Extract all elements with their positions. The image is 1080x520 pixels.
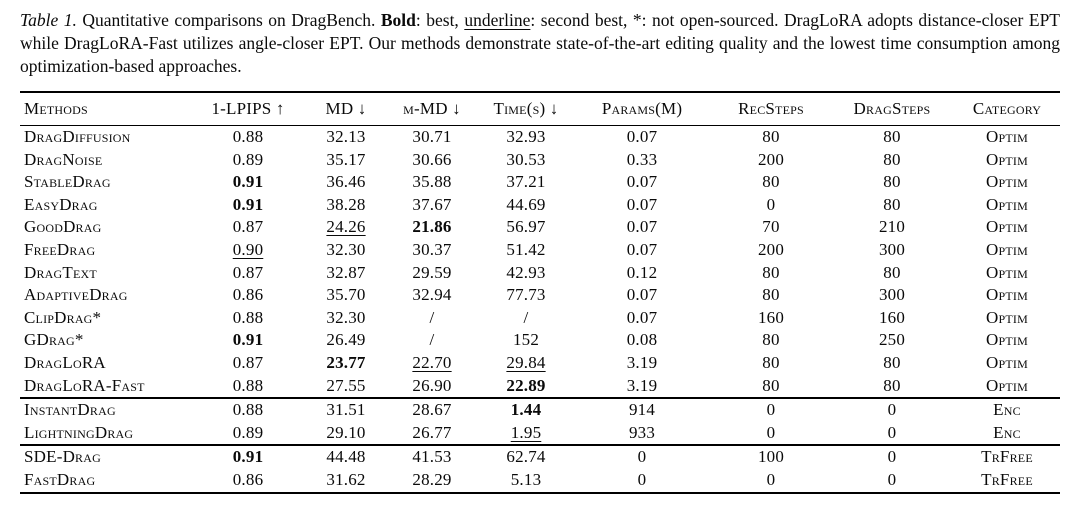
table-row bbox=[20, 375, 1060, 399]
table-row bbox=[20, 284, 1060, 307]
value-cell: 32.30 bbox=[326, 307, 366, 327]
value-cell: 80 bbox=[883, 194, 901, 214]
value-cell: 152 bbox=[512, 330, 540, 350]
value-cell: 36.46 bbox=[326, 172, 366, 192]
value-cell: 0.07 bbox=[626, 307, 658, 327]
table-row bbox=[20, 216, 1060, 239]
value-cell: 0.12 bbox=[626, 262, 658, 282]
value-cell: 32.13 bbox=[326, 127, 366, 146]
value-cell: 0 bbox=[766, 469, 776, 489]
value-cell: 0 bbox=[766, 400, 776, 420]
table-row bbox=[20, 126, 1060, 149]
value-cell: 0 bbox=[887, 400, 897, 420]
table-row bbox=[20, 352, 1060, 375]
method-name-cell: AdaptiveDrag bbox=[24, 285, 128, 305]
value-cell: Optim bbox=[986, 307, 1028, 327]
value-cell: 0.08 bbox=[626, 330, 658, 350]
table-row bbox=[20, 422, 1060, 446]
column-header: MD ↓ bbox=[325, 99, 367, 118]
value-cell: 0.07 bbox=[626, 172, 658, 192]
value-cell: 0 bbox=[887, 469, 897, 489]
value-cell: 210 bbox=[878, 217, 906, 237]
value-cell: 0.07 bbox=[626, 285, 658, 305]
value-cell: 200 bbox=[757, 149, 785, 169]
value-cell: Optim bbox=[986, 239, 1028, 259]
value-cell: 30.37 bbox=[412, 239, 452, 259]
method-name-cell: GoodDrag bbox=[24, 217, 102, 237]
value-cell: 30.66 bbox=[412, 149, 452, 169]
value-cell: 37.21 bbox=[506, 172, 546, 192]
value-cell: 42.93 bbox=[506, 262, 546, 282]
value-cell: 0 bbox=[766, 422, 776, 442]
column-header: 1-LPIPS ↑ bbox=[211, 99, 285, 118]
value-cell: 0.89 bbox=[232, 149, 264, 169]
value-cell: 933 bbox=[628, 422, 656, 442]
caption-segment: : best, bbox=[415, 10, 465, 30]
method-name-cell: DragLoRA bbox=[24, 352, 106, 372]
value-cell: 0 bbox=[887, 422, 897, 442]
column-header: m-MD ↓ bbox=[403, 99, 461, 118]
value-cell: 31.62 bbox=[326, 469, 366, 489]
value-cell: 0 bbox=[887, 447, 897, 467]
value-cell: 100 bbox=[757, 447, 785, 467]
column-header: RecSteps bbox=[738, 99, 804, 118]
value-cell: 30.71 bbox=[412, 127, 452, 146]
results-table bbox=[20, 91, 1060, 494]
value-cell: Optim bbox=[986, 217, 1028, 237]
value-cell: 29.59 bbox=[412, 262, 452, 282]
value-cell: 3.19 bbox=[626, 375, 658, 395]
row-group bbox=[20, 126, 1060, 399]
value-cell: 80 bbox=[883, 149, 901, 169]
value-cell: 1.44 bbox=[510, 400, 542, 420]
value-cell: 38.28 bbox=[326, 194, 366, 214]
caption-segment: Quantitative comparisons on DragBench. bbox=[76, 10, 381, 30]
column-header: Time(s) ↓ bbox=[493, 99, 559, 118]
column-header: Methods bbox=[24, 99, 88, 118]
value-cell: / bbox=[429, 330, 435, 350]
value-cell: Optim bbox=[986, 330, 1028, 350]
value-cell: TrFree bbox=[981, 469, 1033, 489]
column-header: Params(M) bbox=[601, 99, 683, 118]
header-row bbox=[20, 92, 1060, 126]
value-cell: 0.91 bbox=[232, 172, 264, 192]
method-name-cell: DragDiffusion bbox=[24, 127, 131, 146]
value-cell: Optim bbox=[986, 285, 1028, 305]
value-cell: 28.29 bbox=[412, 469, 452, 489]
value-cell: 80 bbox=[883, 352, 901, 372]
value-cell: 26.49 bbox=[326, 330, 366, 350]
value-cell: 29.10 bbox=[326, 422, 366, 442]
value-cell: 44.48 bbox=[326, 447, 366, 467]
value-cell: 32.87 bbox=[326, 262, 366, 282]
value-cell: 914 bbox=[628, 400, 656, 420]
value-cell: 0.07 bbox=[626, 127, 658, 146]
value-cell: 32.30 bbox=[326, 239, 366, 259]
value-cell: Optim bbox=[986, 262, 1028, 282]
value-cell: 0.33 bbox=[626, 149, 658, 169]
row-group bbox=[20, 398, 1060, 445]
value-cell: 160 bbox=[878, 307, 906, 327]
value-cell: 26.77 bbox=[412, 422, 452, 442]
value-cell: 51.42 bbox=[506, 239, 546, 259]
table-row bbox=[20, 307, 1060, 330]
method-name-cell: DragLoRA-Fast bbox=[24, 375, 145, 395]
value-cell: 250 bbox=[878, 330, 906, 350]
value-cell: 41.53 bbox=[412, 447, 452, 467]
value-cell: 0.91 bbox=[232, 330, 264, 350]
table-row bbox=[20, 469, 1060, 493]
row-group bbox=[20, 445, 1060, 492]
value-cell: 35.88 bbox=[412, 172, 452, 192]
value-cell: Optim bbox=[986, 149, 1028, 169]
value-cell: / bbox=[429, 307, 435, 327]
value-cell: 22.89 bbox=[506, 375, 546, 395]
value-cell: Enc bbox=[993, 422, 1021, 442]
value-cell: 300 bbox=[878, 239, 906, 259]
value-cell: 80 bbox=[762, 127, 780, 146]
table-row bbox=[20, 239, 1060, 262]
value-cell: 26.90 bbox=[412, 375, 452, 395]
method-name-cell: DragNoise bbox=[24, 149, 103, 169]
method-name-cell: ClipDrag* bbox=[24, 307, 102, 327]
value-cell: 0.88 bbox=[232, 400, 264, 420]
value-cell: 30.53 bbox=[506, 149, 546, 169]
value-cell: 0 bbox=[766, 194, 776, 214]
value-cell: 0 bbox=[637, 469, 647, 489]
method-name-cell: FastDrag bbox=[24, 469, 96, 489]
method-name-cell: LightningDrag bbox=[24, 422, 134, 442]
value-cell: 0.91 bbox=[232, 447, 264, 467]
value-cell: TrFree bbox=[981, 447, 1033, 467]
value-cell: 80 bbox=[883, 127, 901, 146]
value-cell: / bbox=[523, 307, 529, 327]
value-cell: Enc bbox=[993, 400, 1021, 420]
table-header bbox=[20, 92, 1060, 126]
value-cell: 31.51 bbox=[326, 400, 366, 420]
caption-segment: underline bbox=[464, 10, 531, 30]
value-cell: 0.87 bbox=[232, 352, 264, 372]
value-cell: 0.07 bbox=[626, 217, 658, 237]
value-cell: 0.86 bbox=[232, 469, 264, 489]
value-cell: 5.13 bbox=[510, 469, 542, 489]
method-name-cell: GDrag* bbox=[24, 330, 84, 350]
value-cell: 32.94 bbox=[412, 285, 452, 305]
value-cell: 32.93 bbox=[506, 127, 546, 146]
method-name-cell: EasyDrag bbox=[24, 194, 98, 214]
table-row bbox=[20, 445, 1060, 469]
value-cell: 0.88 bbox=[232, 307, 264, 327]
value-cell: 44.69 bbox=[506, 194, 546, 214]
value-cell: 29.84 bbox=[506, 352, 546, 372]
caption-segment: : second best, *: not open-sourced. DragLoRA adopts distance-closer EPT while DragLoRA-Fast utilizes angle-closer EPT. Our methods demonstrate state-of-the-art editing quality and the lowest time consumption among optimization-based approaches. bbox=[20, 10, 1060, 76]
value-cell: 0.90 bbox=[232, 239, 264, 259]
method-name-cell: FreeDrag bbox=[24, 239, 96, 259]
caption-segment: Bold bbox=[380, 10, 416, 30]
table-row bbox=[20, 262, 1060, 285]
column-header: Category bbox=[972, 99, 1042, 118]
value-cell: 80 bbox=[762, 330, 780, 350]
value-cell: 27.55 bbox=[326, 375, 366, 395]
value-cell: 37.67 bbox=[412, 194, 452, 214]
method-name-cell: SDE-Drag bbox=[24, 447, 101, 467]
value-cell: 0.87 bbox=[232, 217, 264, 237]
value-cell: 22.70 bbox=[412, 352, 452, 372]
caption-segment: Table 1. bbox=[20, 10, 77, 30]
value-cell: 35.17 bbox=[326, 149, 366, 169]
table-row bbox=[20, 194, 1060, 217]
value-cell: 24.26 bbox=[326, 217, 366, 237]
value-cell: Optim bbox=[986, 127, 1028, 146]
column-header: DragSteps bbox=[853, 99, 931, 118]
value-cell: 0.87 bbox=[232, 262, 264, 282]
value-cell: 80 bbox=[762, 172, 780, 192]
table-row bbox=[20, 171, 1060, 194]
table-row bbox=[20, 398, 1060, 422]
value-cell: 21.86 bbox=[412, 217, 452, 237]
value-cell: 0.89 bbox=[232, 422, 264, 442]
value-cell: 0.07 bbox=[626, 194, 658, 214]
value-cell: 160 bbox=[757, 307, 785, 327]
value-cell: Optim bbox=[986, 375, 1028, 395]
value-cell: 200 bbox=[757, 239, 785, 259]
value-cell: 80 bbox=[883, 375, 901, 395]
value-cell: Optim bbox=[986, 172, 1028, 192]
value-cell: 0 bbox=[637, 447, 647, 467]
value-cell: 35.70 bbox=[326, 285, 366, 305]
value-cell: 28.67 bbox=[412, 400, 452, 420]
method-name-cell: InstantDrag bbox=[24, 400, 116, 420]
value-cell: 80 bbox=[762, 375, 780, 395]
value-cell: 0.91 bbox=[232, 194, 264, 214]
method-name-cell: DragText bbox=[24, 262, 97, 282]
method-name-cell: StableDrag bbox=[24, 172, 111, 192]
value-cell: 70 bbox=[762, 217, 780, 237]
table-caption bbox=[20, 9, 1060, 78]
value-cell: 77.73 bbox=[506, 285, 546, 305]
value-cell: 80 bbox=[762, 285, 780, 305]
table-row bbox=[20, 149, 1060, 172]
value-cell: Optim bbox=[986, 194, 1028, 214]
value-cell: 3.19 bbox=[626, 352, 658, 372]
value-cell: 80 bbox=[762, 262, 780, 282]
value-cell: 300 bbox=[878, 285, 906, 305]
value-cell: 0.07 bbox=[626, 239, 658, 259]
value-cell: 0.86 bbox=[232, 285, 264, 305]
value-cell: 80 bbox=[883, 172, 901, 192]
value-cell: 1.95 bbox=[510, 422, 542, 442]
value-cell: 0.88 bbox=[232, 375, 264, 395]
value-cell: 80 bbox=[762, 352, 780, 372]
table-row bbox=[20, 329, 1060, 352]
value-cell: Optim bbox=[986, 352, 1028, 372]
value-cell: 0.88 bbox=[232, 127, 264, 146]
value-cell: 80 bbox=[883, 262, 901, 282]
value-cell: 62.74 bbox=[506, 447, 546, 467]
value-cell: 23.77 bbox=[326, 352, 366, 372]
value-cell: 56.97 bbox=[506, 217, 546, 237]
